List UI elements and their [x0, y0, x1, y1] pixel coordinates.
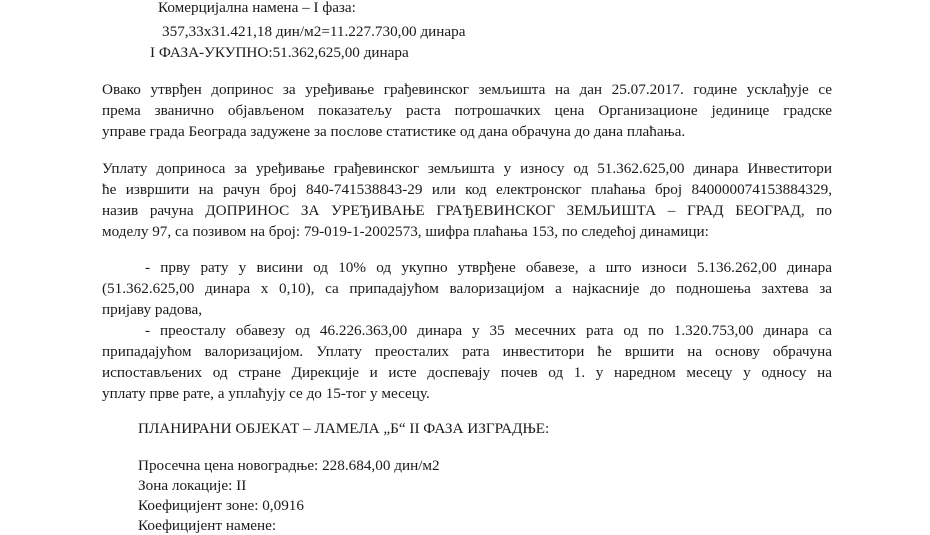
- indexation-paragraph-line: управе града Београда задужене за послове статистике од дана обрачуна до дана плаћања.: [102, 123, 686, 140]
- remaining-obligation-line: уплату прве рате, а уплаћују се до 15-тог у месецу.: [102, 385, 430, 402]
- first-installment-line: - прву рату у висини од 10% од укупно утврђене обавезе, а што износи 5.136.262,00 динара: [145, 259, 832, 276]
- payment-paragraph-line: Уплату доприноса за уређивање грађевинског земљишта у износу од 51.362.625,00 динара Инвеститори: [102, 160, 832, 177]
- remaining-obligation-line: - преосталу обавезу од 46.226.363,00 динара у 35 месечних рата од по 1.320.753,00 динара са: [145, 322, 832, 339]
- payment-paragraph-line: ће извршити на рачун број 840-741538843-29 или код електронског плаћања број 840000074153884329,: [102, 181, 832, 198]
- first-installment-line: (51.362.625,00 динара x 0,10), са припадајућом валоризацијом а најкасније до подношења захтева за: [102, 280, 832, 297]
- commercial-phase-label: Комерцијална намена – I фаза:: [158, 0, 356, 16]
- zone-coefficient-line: Коефицијент зоне: 0,0916: [138, 497, 304, 514]
- phase-one-total: I ФАЗА-УКУПНО:51.362,625,00 динара: [150, 44, 409, 61]
- indexation-paragraph-line: Овако утврђен допринос за уређивање грађевинског земљишта на дан 25.07.2017. године усклађује се: [102, 81, 832, 98]
- payment-paragraph-line: моделу 97, са позивом на број: 79-019-1-2002573, шифра плаћања 153, по следећој динамици:: [102, 223, 709, 240]
- commercial-phase-calculation: 357,33x31.421,18 дин/м2=11.227.730,00 динара: [162, 23, 466, 40]
- remaining-obligation-line: припадајућом валоризацијом. Уплату преосталих рата инвеститори ће вршити на основу обрачуна: [102, 343, 832, 360]
- purpose-coefficient-line: Коефицијент намене:: [138, 517, 277, 534]
- planned-object-heading: ПЛАНИРАНИ ОБЈЕКАТ – ЛАМЕЛА „Б“ II ФАЗА ИЗГРАДЊЕ:: [138, 420, 550, 437]
- zone-line: Зона локације: II: [138, 477, 247, 494]
- payment-paragraph-line: назив рачуна ДОПРИНОС ЗА УРЕЂИВАЊЕ ГРАЂЕВИНСКОГ ЗЕМЉИШТА – ГРАД БЕОГРАД, по: [102, 202, 832, 219]
- indexation-paragraph-line: према званично објављеном показатељу раста потрошачких цена Организационе јединице градске: [102, 102, 832, 119]
- first-installment-line: пријаву радова,: [102, 301, 203, 318]
- remaining-obligation-line: испостављених од стране Дирекције и исте доспевају почев од 1. у наредном месецу у односу на: [102, 364, 832, 381]
- average-price-line: Просечна цена новоградње: 228.684,00 дин/м2: [138, 457, 440, 474]
